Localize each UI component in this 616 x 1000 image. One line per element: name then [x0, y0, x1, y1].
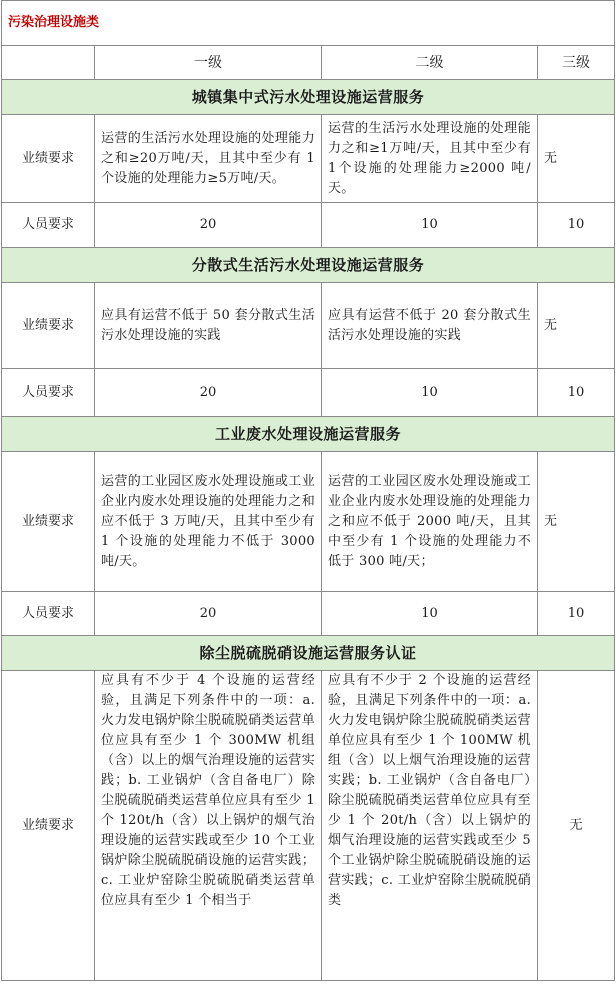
performance-level-1: 应具有不少于 4 个设施的运营经验，且满足下列条件中的一项：a. 火力发电锅炉除尘脱硫脱硝类运营单位应具有至少 1 个 300MW 机组（含）以上的烟气治理设施的运营实践；b. 工业锅炉（含自备电厂）除尘脱硫脱硝类运营单位应具有至少 1 个 120t/h（含）以上锅炉的烟气治理设施的运营实践或至少 10 个工业锅炉除尘脱硫脱硝设施的运营实践；c. 工业炉窑除尘脱硫脱硝类运营单位应具有至少 1 个相当于 — [95, 671, 322, 981]
staff-row — [2, 369, 615, 417]
header-row — [2, 46, 615, 80]
performance-label: 业绩要求 — [2, 283, 95, 369]
staff-level-2: 10 — [322, 203, 538, 248]
performance-label: 业绩要求 — [2, 115, 95, 203]
section-row — [2, 636, 615, 671]
section-title: 分散式生活污水处理设施运营服务 — [2, 248, 615, 283]
title-row — [2, 1, 615, 46]
performance-level-3: 无 — [538, 671, 615, 981]
header-level-3: 三级 — [538, 46, 615, 80]
staff-label: 人员要求 — [2, 369, 95, 417]
requirements-table — [1, 0, 615, 981]
staff-row — [2, 203, 615, 248]
staff-level-1: 20 — [95, 592, 322, 636]
section-title: 工业废水处理设施运营服务 — [2, 417, 615, 452]
section-title: 城镇集中式污水处理设施运营服务 — [2, 80, 615, 115]
staff-level-3: 10 — [538, 369, 615, 417]
header-empty — [2, 46, 95, 80]
section-row — [2, 80, 615, 115]
performance-level-2: 运营的工业园区废水处理设施或工业企业内废水处理设施的处理能力之和应不低于 2000 吨/天，且其中至少有 1 个设施的处理能力不低于 300 吨/天； — [322, 452, 538, 592]
staff-level-2: 10 — [322, 369, 538, 417]
performance-row — [2, 283, 615, 369]
performance-label: 业绩要求 — [2, 452, 95, 592]
section-row — [2, 417, 615, 452]
performance-level-2: 应具有运营不低于 20 套分散式生活污水处理设施的实践 — [322, 283, 538, 369]
staff-row — [2, 592, 615, 636]
performance-row — [2, 452, 615, 592]
performance-level-1: 应具有运营不低于 50 套分散式生活污水处理设施的实践 — [95, 283, 322, 369]
performance-level-1: 运营的生活污水处理设施的处理能力之和≥20万吨/天，且其中至少有 1 个设施的处理能力≥5万吨/天。 — [95, 115, 322, 203]
performance-row — [2, 115, 615, 203]
table-title: 污染治理设施类 — [2, 1, 615, 46]
staff-label: 人员要求 — [2, 592, 95, 636]
section-row — [2, 248, 615, 283]
header-level-1: 一级 — [95, 46, 322, 80]
performance-row — [2, 671, 615, 981]
section-title: 除尘脱硫脱硝设施运营服务认证 — [2, 636, 615, 671]
performance-level-2: 运营的生活污水处理设施的处理能力之和≥1万吨/天，且其中至少有1个设施的处理能力≥2000 吨/天。 — [322, 115, 538, 203]
performance-level-1: 运营的工业园区废水处理设施或工业企业内废水处理设施的处理能力之和应不低于 3 万吨/天，且其中至少有 1 个设施的处理能力不低于 3000 吨/天。 — [95, 452, 322, 592]
staff-level-1: 20 — [95, 203, 322, 248]
performance-level-3: 无 — [538, 283, 615, 369]
header-level-2: 二级 — [322, 46, 538, 80]
performance-level-2: 应具有不少于 2 个设施的运营经验，且满足下列条件中的一项：a. 火力发电锅炉除尘脱硫脱硝类运营单位应具有至少 1 个 100MW 机组（含）以上烟气治理设施的运营实践；b. 工业锅炉（含自备电厂）除尘脱硫脱硝类运营单位应具有至少 1 个 20t/h（含）以上锅炉的烟气治理设施的运营实践或至少 5 个工业锅炉除尘脱硫脱硝设施的运营实践；c. 工业炉窑除尘脱硫脱硝类 — [322, 671, 538, 981]
staff-label: 人员要求 — [2, 203, 95, 248]
staff-level-2: 10 — [322, 592, 538, 636]
performance-label: 业绩要求 — [2, 671, 95, 981]
staff-level-1: 20 — [95, 369, 322, 417]
performance-level-3: 无 — [538, 115, 615, 203]
staff-level-3: 10 — [538, 592, 615, 636]
performance-level-3: 无 — [538, 452, 615, 592]
staff-level-3: 10 — [538, 203, 615, 248]
